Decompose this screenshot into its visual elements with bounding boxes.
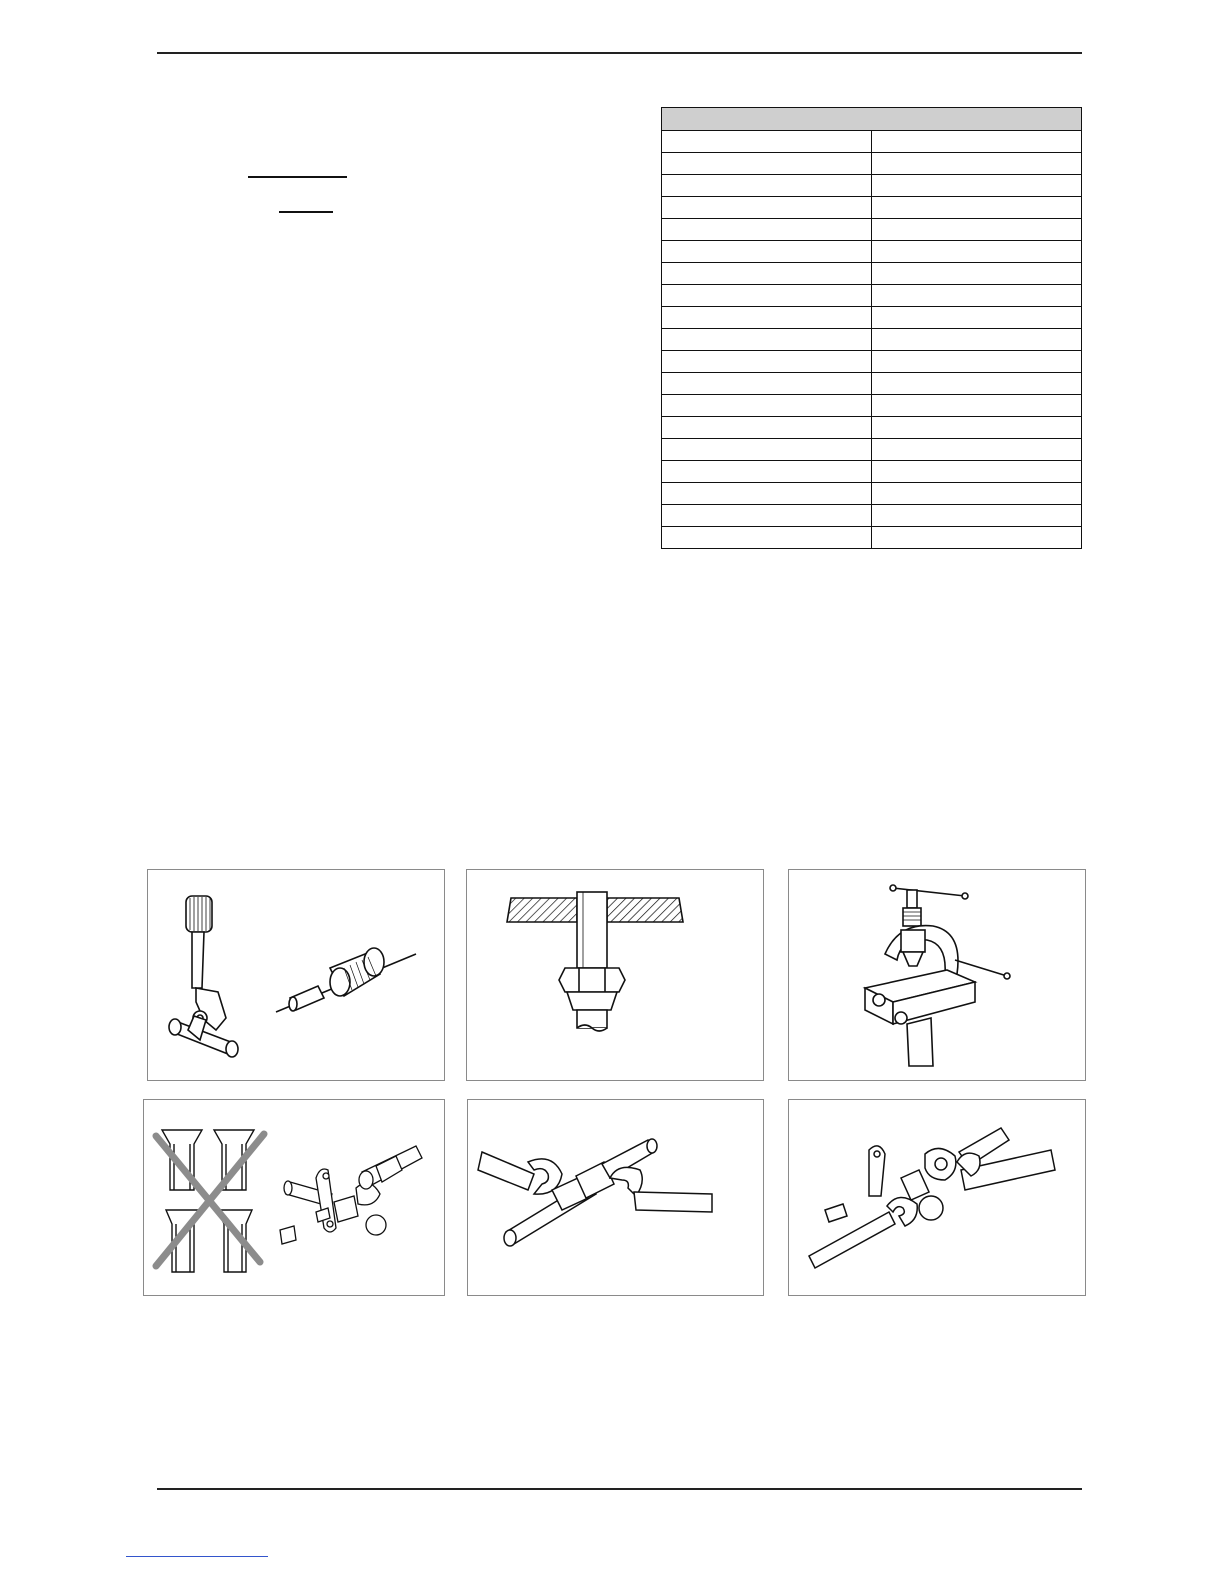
spec-table-label-cell (662, 131, 872, 153)
spec-table-row (662, 175, 1082, 197)
spec-table-value-cell (872, 461, 1082, 483)
two-wrenches-union-icon (468, 1100, 763, 1295)
spec-table-row (662, 395, 1082, 417)
pipe-cutter-and-reamer-icon (148, 870, 444, 1080)
spec-table-value-cell (872, 417, 1082, 439)
figure-flaring-tool (788, 869, 1086, 1081)
header-rule (157, 52, 1082, 54)
spec-table-label-cell (662, 329, 872, 351)
spec-table-value-cell (872, 285, 1082, 307)
spec-table-row (662, 351, 1082, 373)
pipe-through-wall-with-flare-nut-icon (467, 870, 763, 1080)
spec-table-value-cell (872, 241, 1082, 263)
spec-table-row (662, 307, 1082, 329)
incorrect-flares-and-valve-parts-icon (144, 1100, 444, 1295)
spec-table-label-cell (662, 461, 872, 483)
spec-table-row (662, 131, 1082, 153)
spec-table-label-cell (662, 483, 872, 505)
spec-table-value-cell (872, 329, 1082, 351)
spec-table-value-cell (872, 351, 1082, 373)
spec-table-value-cell (872, 527, 1082, 549)
spec-table-value-cell (872, 439, 1082, 461)
spec-table-row (662, 153, 1082, 175)
spec-table-value-cell (872, 483, 1082, 505)
spec-table-value-cell (872, 505, 1082, 527)
footer-rule (157, 1488, 1082, 1490)
spec-table-label-cell (662, 527, 872, 549)
figure-pipe-through-wall (466, 869, 764, 1081)
footer-link-underline (126, 1556, 268, 1557)
spec-table-label-cell (662, 219, 872, 241)
spec-table-label-cell (662, 307, 872, 329)
wrench-on-valve-fitting-icon (789, 1100, 1085, 1295)
spec-table-label-cell (662, 505, 872, 527)
spec-table-row (662, 329, 1082, 351)
spec-table-row (662, 263, 1082, 285)
underline-subheading (279, 211, 333, 213)
spec-table-label-cell (662, 417, 872, 439)
spec-table-label-cell (662, 197, 872, 219)
spec-table-label-cell (662, 263, 872, 285)
spec-table-label-cell (662, 241, 872, 263)
figure-wrench-on-valve (788, 1099, 1086, 1296)
spec-table-label-cell (662, 439, 872, 461)
figure-pipe-cutter (147, 869, 445, 1081)
spec-table-row (662, 285, 1082, 307)
spec-table-value-cell (872, 307, 1082, 329)
spec-table-label-cell (662, 175, 872, 197)
spec-table-label-cell (662, 285, 872, 307)
spec-table-row (662, 439, 1082, 461)
spec-table-value-cell (872, 175, 1082, 197)
spec-table-label-cell (662, 153, 872, 175)
spec-table-value-cell (872, 395, 1082, 417)
spec-table-value-cell (872, 131, 1082, 153)
spec-table-row (662, 197, 1082, 219)
spec-table-row (662, 461, 1082, 483)
spec-table-row (662, 505, 1082, 527)
spec-table-value-cell (872, 373, 1082, 395)
spec-table-value-cell (872, 219, 1082, 241)
spec-table-label-cell (662, 373, 872, 395)
spec-table-value-cell (872, 153, 1082, 175)
figure-two-wrenches (467, 1099, 764, 1296)
spec-table-value-cell (872, 263, 1082, 285)
spec-table-row (662, 527, 1082, 549)
spec-table-row (662, 241, 1082, 263)
figure-incorrect-flares (143, 1099, 445, 1296)
flaring-tool-icon (789, 870, 1085, 1080)
spec-table-header (662, 108, 1082, 131)
spec-table-label-cell (662, 351, 872, 373)
spec-table-row (662, 219, 1082, 241)
spec-table (661, 107, 1082, 549)
spec-table-header-cell (662, 108, 1082, 131)
spec-table-row (662, 373, 1082, 395)
spec-table-row (662, 483, 1082, 505)
underline-heading (248, 176, 347, 178)
spec-table-row (662, 417, 1082, 439)
spec-table-label-cell (662, 395, 872, 417)
spec-table-value-cell (872, 197, 1082, 219)
